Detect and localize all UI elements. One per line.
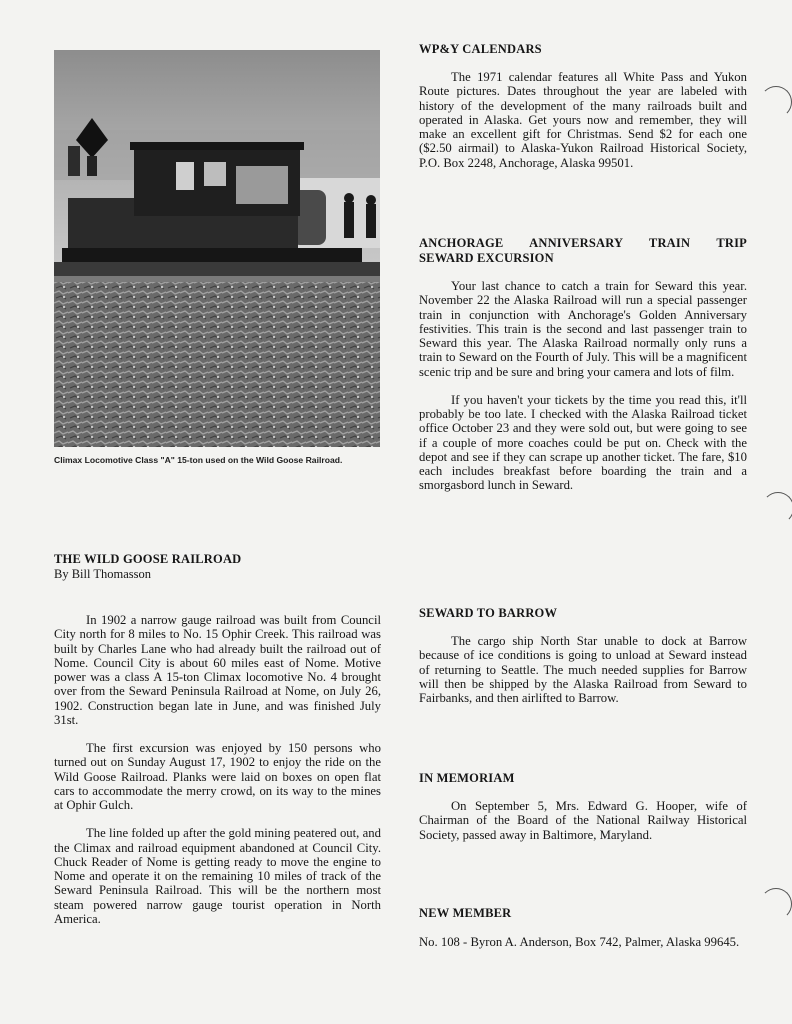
paragraph: The cargo ship North Star unable to dock at Barrow because of ice conditions is going to unload at Seward instead of returning to Seattle. The much needed supplies for Barrow will then be shipped by the Alaska Railroad from Seward to Fairbanks, and then airlifted to Barrow.: [419, 634, 747, 705]
paragraph: In 1902 a narrow gauge railroad was built from Council City north for 8 miles to No. 15 Ophir Creek. This railroad was built by Charles Lane who had already built the railroad out of Nome. Council City is about 60 miles east of Nome. Motive power was a class A 15-ton Climax locomotive No. 4 brought over from the Seward Peninsula Railroad at Nome, on July 26, 1902. Construction began late in June, and was finished July 31st.: [54, 613, 381, 727]
paragraph: The 1971 calendar features all White Pass and Yukon Route pictures. Dates throughout the year are labeled with history of the development of the many railroads built and operated in Alaska. Get yours now and remember, they will make an excellent gift for Christmas. Send $2 for each one ($2.50 airmail) to Alaska-Yukon Railroad Historical Society, P.O. Box 2248, Anchorage, Alaska 99501.: [419, 70, 747, 170]
binder-hole-mark: [760, 86, 792, 118]
paragraph: If you haven't your tickets by the time you read this, it'll probably be too late. I checked with the Alaska Railroad ticket office October 23 and they were sold out, but were going to see if a couple of more coaches could be put on. Check with the depot and see if they can scrape up another ticket. The fare, $10 each includes breakfast before boarding the train and a smorgasbord lunch in Seward.: [419, 392, 747, 493]
article-title: IN MEMORIAM: [419, 771, 515, 785]
article-title: NEW MEMBER: [419, 906, 512, 920]
member-entry: No. 108 - Byron A. Anderson, Box 742, Palmer, Alaska 99645.: [419, 935, 740, 949]
paragraph: The line folded up after the gold mining peatered out, and the Climax and railroad equipment abandoned at Council City. Chuck Reader of Nome is getting ready to move the engine to Nome and operate it on the remaining 10 miles of track of the Seward Peninsula Railroad. This will be the northern most steam powered narrow gauge tourist operation in North America.: [54, 826, 381, 926]
byline: By Bill Thomasson: [54, 567, 152, 581]
photo-caption: Climax Locomotive Class "A" 15-ton used on the Wild Goose Railroad.: [54, 455, 343, 465]
article-title: [419, 236, 747, 266]
paragraph: The first excursion was enjoyed by 150 persons who turned out on Sunday August 17, 1902 to enjoy the ride on the Wild Goose Railroad. Planks were laid on boxes on open flat cars to accommodate the merry crowd, on its way to the mines at Ophir Gulch.: [54, 741, 381, 812]
paragraph: Your last chance to catch a train for Seward this year. November 22 the Alaska Railroad will run a special passenger train in conjunction with Anchorage's Golden Anniversary festivities. This train is the second and last passenger train to Seward this year. The Alaska Railroad normally only runs a train to Seward on the Fourth of July. This will be a magnificent scenic trip and be sure and bring your camera and lots of film.: [419, 279, 747, 379]
title-line: ANCHORAGE ANNIVERSARY TRAIN TRIP: [419, 236, 747, 250]
locomotive-photo: [54, 50, 380, 447]
article-title: THE WILD GOOSE RAILROAD: [54, 552, 242, 566]
binder-hole-mark: [762, 492, 792, 524]
paragraph: On September 5, Mrs. Edward G. Hooper, wife of Chairman of the Board of the National Railway Historical Society, passed away in Baltimore, Maryland.: [419, 799, 747, 842]
anchorage-article: [419, 236, 747, 493]
title-line: SEWARD EXCURSION: [419, 251, 554, 265]
article-title: SEWARD TO BARROW: [419, 606, 558, 620]
memoriam-article: [419, 771, 747, 842]
binder-hole-mark: [760, 888, 792, 920]
new-member-article: [419, 906, 747, 949]
barrow-article: [419, 606, 747, 705]
wild-goose-article: [54, 552, 381, 926]
article-title: WP&Y CALENDARS: [419, 42, 542, 56]
calendars-article: [419, 42, 747, 170]
